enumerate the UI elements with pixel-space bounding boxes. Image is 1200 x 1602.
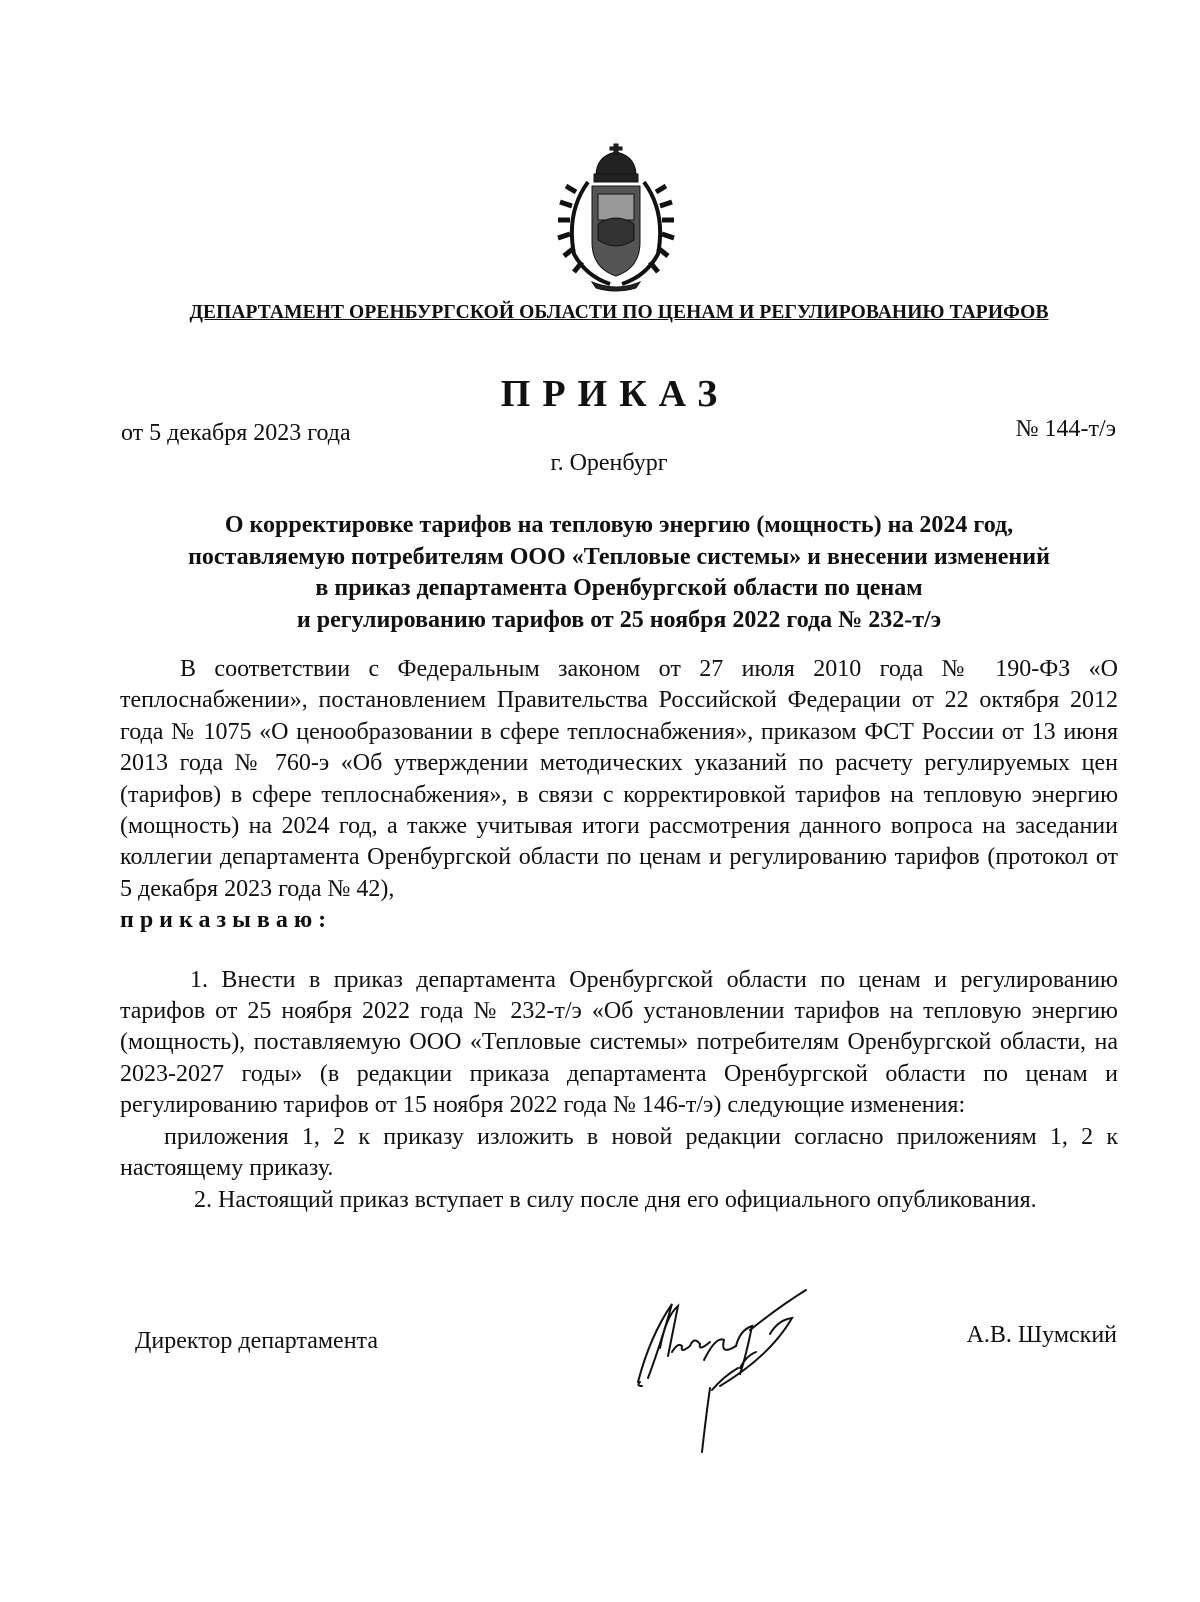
signer-title: Директор департамента bbox=[135, 1328, 378, 1354]
signer-name: А.В. Шумский bbox=[966, 1322, 1117, 1348]
title-line: поставляемую потребителям ООО «Тепловые системы» и внесении изменений bbox=[188, 543, 1050, 570]
document-body bbox=[120, 654, 1118, 1216]
handwritten-signature bbox=[620, 1286, 840, 1456]
item-2-paragraph: 2. Настоящий приказ вступает в силу после дня его официального опубликования. bbox=[194, 1186, 1037, 1213]
title-line: в приказ департамента Оренбургской области по ценам bbox=[315, 575, 923, 601]
coat-of-arms-icon bbox=[552, 142, 680, 292]
document-type-heading: ПРИКАЗ bbox=[500, 373, 730, 415]
order-word: приказываю: bbox=[120, 907, 333, 934]
department-name: ДЕПАРТАМЕНТ ОРЕНБУРГСКОЙ ОБЛАСТИ ПО ЦЕНАМ И РЕГУЛИРОВАНИЮ ТАРИФОВ bbox=[189, 302, 1049, 323]
document-date: от 5 декабря 2023 года bbox=[121, 420, 351, 446]
title-line: О корректировке тарифов на тепловую энергию (мощность) на 2024 год, bbox=[224, 512, 1014, 538]
item-1-paragraph: 1. Внести в приказ департамента Оренбургской области по ценам и регулированию тарифов от 25 ноября 2022 года № 232-т/э «Об установлении тарифов на тепловую энергию (мощность), поставляемую ООО «Тепловые системы» потребителям Оренбургской области, на 2023-2027 годы» (в редакции приказа департамента Оренбургской области по ценам и регулированию тарифов от 15 ноября 2022 года № 146-т/э) следующие изменения: bbox=[120, 966, 1118, 1119]
preamble-text: В соответствии с Федеральным законом от 27 июля 2010 года № 190-ФЗ «О теплоснабжении», постановлением Правительства Российской Федерации от 22 октября 2012 года № 1075 «О ценообразовании в сфере теплоснабжения», приказом ФСТ России от 13 июня 2013 года № 760-э «Об утверждении методических указаний по расчету регулируемых цен (тарифов) в сфере теплоснабжения», в связи с корректировкой тарифов на тепловую энергию (мощность) на 2024 год, а также учитывая итоги рассмотрения данного вопроса на заседании коллегии департамента Оренбургской области по ценам и регулированию тарифов (протокол от 5 декабря 2023 года № 42), bbox=[120, 656, 1118, 902]
document-number: № 144-т/э bbox=[1015, 416, 1116, 442]
preamble-paragraph bbox=[120, 654, 1118, 937]
title-line: и регулированию тарифов от 25 ноября 2022 года № 232-т/э bbox=[296, 606, 942, 633]
document-title bbox=[120, 510, 1118, 636]
item-1-sub-paragraph: приложения 1, 2 к приказу изложить в новой редакции согласно приложениям 1, 2 к настоящему приказу. bbox=[120, 1123, 1118, 1182]
document-city: г. Оренбург bbox=[550, 450, 668, 476]
